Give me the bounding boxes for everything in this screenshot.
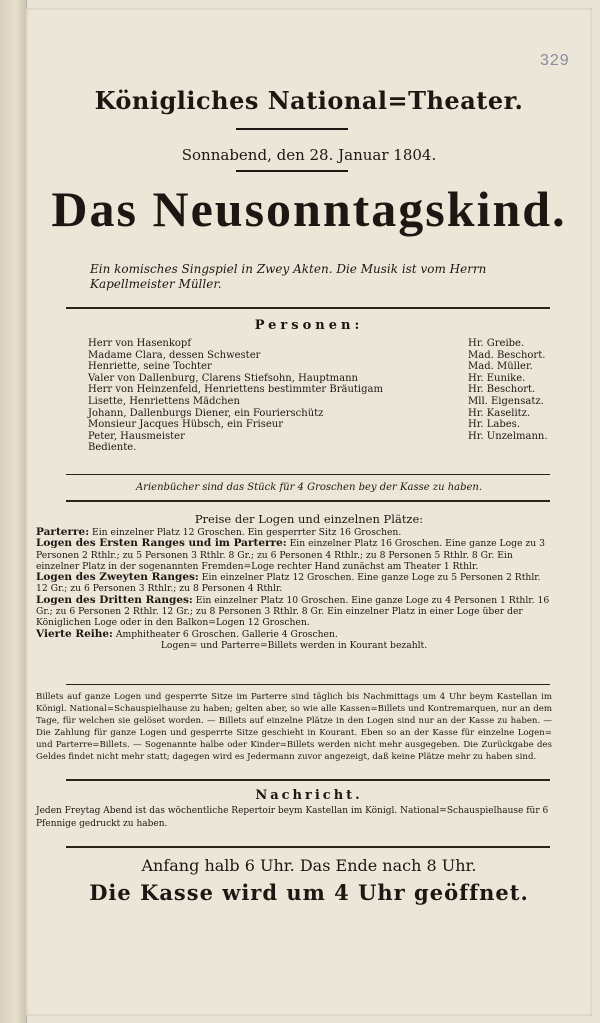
cast-role: Valer von Dallenburg, Clarens Stiefsohn, Hauptmann bbox=[88, 372, 358, 384]
price-label: Logen des Dritten Ranges: bbox=[36, 593, 193, 606]
price-text: Amphitheater 6 Groschen. Gallerie 4 Groschen. bbox=[115, 628, 338, 640]
persons-heading: Personen: bbox=[254, 318, 364, 333]
cast-role: Peter, Hausmeister bbox=[88, 430, 185, 442]
play-subtitle: Ein komisches Singspiel in Zwey Akten. Die Musik ist vom Herrn Kapellmeister Müller. bbox=[90, 262, 487, 291]
price-text: Ein einzelner Platz 10 Groschen. Eine ganze Loge zu 4 Personen 1 Rthlr. 16 Gr.; zu 6 Personen 2 Rthlr. 12 Gr.; zu 8 Personen 3 Rthlr. 8 Gr. Ein einzelner Platz in einer Loge über der Königlichen Loge oder in den Balkon=Logen 12 Groschen. bbox=[36, 594, 550, 629]
start-time: Anfang halb 6 Uhr. Das Ende nach 8 Uhr. bbox=[141, 856, 477, 875]
cast-list bbox=[88, 338, 568, 454]
price-label: Parterre: bbox=[36, 526, 90, 538]
cast-role: Herr von Heinzenfeld, Henriettens bestimmter Bräutigam bbox=[88, 384, 383, 396]
cast-actor: Hr. Eunike. bbox=[468, 372, 526, 384]
divider bbox=[66, 474, 550, 475]
cast-role: Madame Clara, dessen Schwester bbox=[88, 349, 261, 361]
decorative-rule-date bbox=[236, 170, 348, 172]
cast-role: Herr von Hasenkopf bbox=[88, 338, 192, 349]
cast-actor: Hr. Labes. bbox=[468, 419, 520, 431]
divider bbox=[66, 779, 550, 781]
cast-role: Lisette, Henriettens Mädchen bbox=[88, 395, 240, 407]
libretto-note: Arienbücher sind das Stück für 4 Groschen bey der Kasse zu haben. bbox=[135, 482, 483, 493]
cast-row bbox=[88, 431, 568, 443]
price-text: Ein einzelner Platz 16 Groschen. Eine ganze Loge zu 3 Personen 2 Rthlr.; zu 5 Personen 3 Rthlr. 8 Gr.; zu 6 Personen 4 Rthlr.; zu 8 Personen 5 Rthlr. 8 Gr. Ein einzelner Platz in der sogenannten Fremden=Loge rechter Hand zunächst am Theater 1 Rthlr. bbox=[36, 538, 545, 572]
cast-actor: Hr. Greibe. bbox=[468, 338, 525, 349]
price-label: Logen des Ersten Ranges und im Parterre: bbox=[36, 537, 287, 550]
cast-role: Monsieur Jacques Hübsch, ein Friseur bbox=[88, 419, 284, 431]
price-first-rank bbox=[36, 538, 552, 572]
cast-row bbox=[88, 384, 568, 396]
cast-row bbox=[88, 338, 568, 350]
theatre-name: Königliches National=Theater. bbox=[94, 86, 524, 115]
adjacent-page-edge bbox=[0, 0, 27, 1023]
cast-row bbox=[88, 350, 568, 362]
cast-role: Johann, Dallenburgs Diener, ein Fourierschütz bbox=[88, 407, 324, 419]
price-list bbox=[36, 527, 552, 651]
ticket-notice: Billets auf ganze Logen und gesperrte Sitze im Parterre sind täglich bis Nachmittags um 4 Uhr beym Kastellan im Königl. National=Schauspielhause zu haben; gelten aber, so wie alle Kassen=Billets und Kontremarquen, nur an dem Tage, für welchen sie gelöset worden. — Billets auf einzelne Plätze in den Logen sind nur an der Kasse zu haben. — Die Zahlung für ganze Logen und gesperrte Sitze geschieht in Kourant. Eben so an der Kasse für einzelne Logen= und Parterre=Billets. — Sogenannte halbe oder Kinder=Billets werden nicht mehr ausgegeben. Die Zurückgabe des Geldes findet nicht mehr statt; dagegen wird es Jedermann zuvor angezeigt, daß keine Plätze mehr zu haben sind. bbox=[36, 692, 552, 762]
price-text: Ein einzelner Platz 12 Groschen. Ein gesperrter Sitz 16 Groschen. bbox=[92, 527, 402, 538]
cast-actor: Hr. Beschort. bbox=[468, 384, 536, 396]
cast-actor: Mad. Beschort. bbox=[468, 349, 546, 361]
box-office-opening: Die Kasse wird um 4 Uhr geöffnet. bbox=[89, 880, 529, 905]
price-label: Logen des Zweyten Ranges: bbox=[36, 571, 199, 584]
cast-row bbox=[88, 408, 568, 420]
divider bbox=[66, 500, 550, 502]
price-second-rank bbox=[36, 572, 552, 595]
currency-note: Logen= und Parterre=Billets werden in Kourant bezahlt. bbox=[160, 639, 428, 651]
cast-actor bbox=[468, 442, 568, 454]
cast-actor: Mll. Eigensatz. bbox=[468, 395, 544, 407]
cast-actor: Hr. Unzelmann. bbox=[468, 430, 548, 442]
divider bbox=[66, 846, 550, 848]
cast-row bbox=[88, 361, 568, 373]
play-title: Das Neusonntagskind. bbox=[51, 181, 567, 237]
divider bbox=[66, 307, 550, 309]
notice-heading: Nachricht. bbox=[255, 788, 363, 803]
decorative-rule-top bbox=[236, 128, 348, 130]
cast-row bbox=[88, 419, 568, 431]
price-third-rank bbox=[36, 595, 552, 629]
cast-actor: Hr. Kaselitz. bbox=[468, 407, 531, 419]
notice-text: Jeden Freytag Abend ist das wöchentliche Repertoir beym Kastellan im Königl. National=Schauspielhause für 6 Pfennige gedruckt zu haben. bbox=[36, 806, 549, 829]
catalog-number: 329 bbox=[540, 52, 570, 69]
prices-heading: Preise der Logen und einzelnen Plätze: bbox=[194, 512, 424, 526]
cast-row bbox=[88, 373, 568, 385]
cast-actor: Mad. Müller. bbox=[468, 361, 533, 373]
cast-role: Henriette, seine Tochter bbox=[88, 361, 212, 373]
performance-date: Sonnabend, den 28. Januar 1804. bbox=[181, 146, 437, 164]
price-fourth-row bbox=[36, 629, 552, 640]
price-text: Ein einzelner Platz 12 Groschen. Eine ganze Loge zu 5 Personen 2 Rthlr. 12 Gr.; zu 6 Personen 3 Rthlr.; zu 8 Personen 4 Rthlr. bbox=[36, 572, 541, 595]
cast-row bbox=[88, 396, 568, 408]
cast-role: Bediente. bbox=[88, 442, 137, 454]
cast-row bbox=[88, 442, 568, 454]
price-label: Vierte Reihe: bbox=[36, 627, 113, 640]
divider bbox=[66, 684, 550, 685]
